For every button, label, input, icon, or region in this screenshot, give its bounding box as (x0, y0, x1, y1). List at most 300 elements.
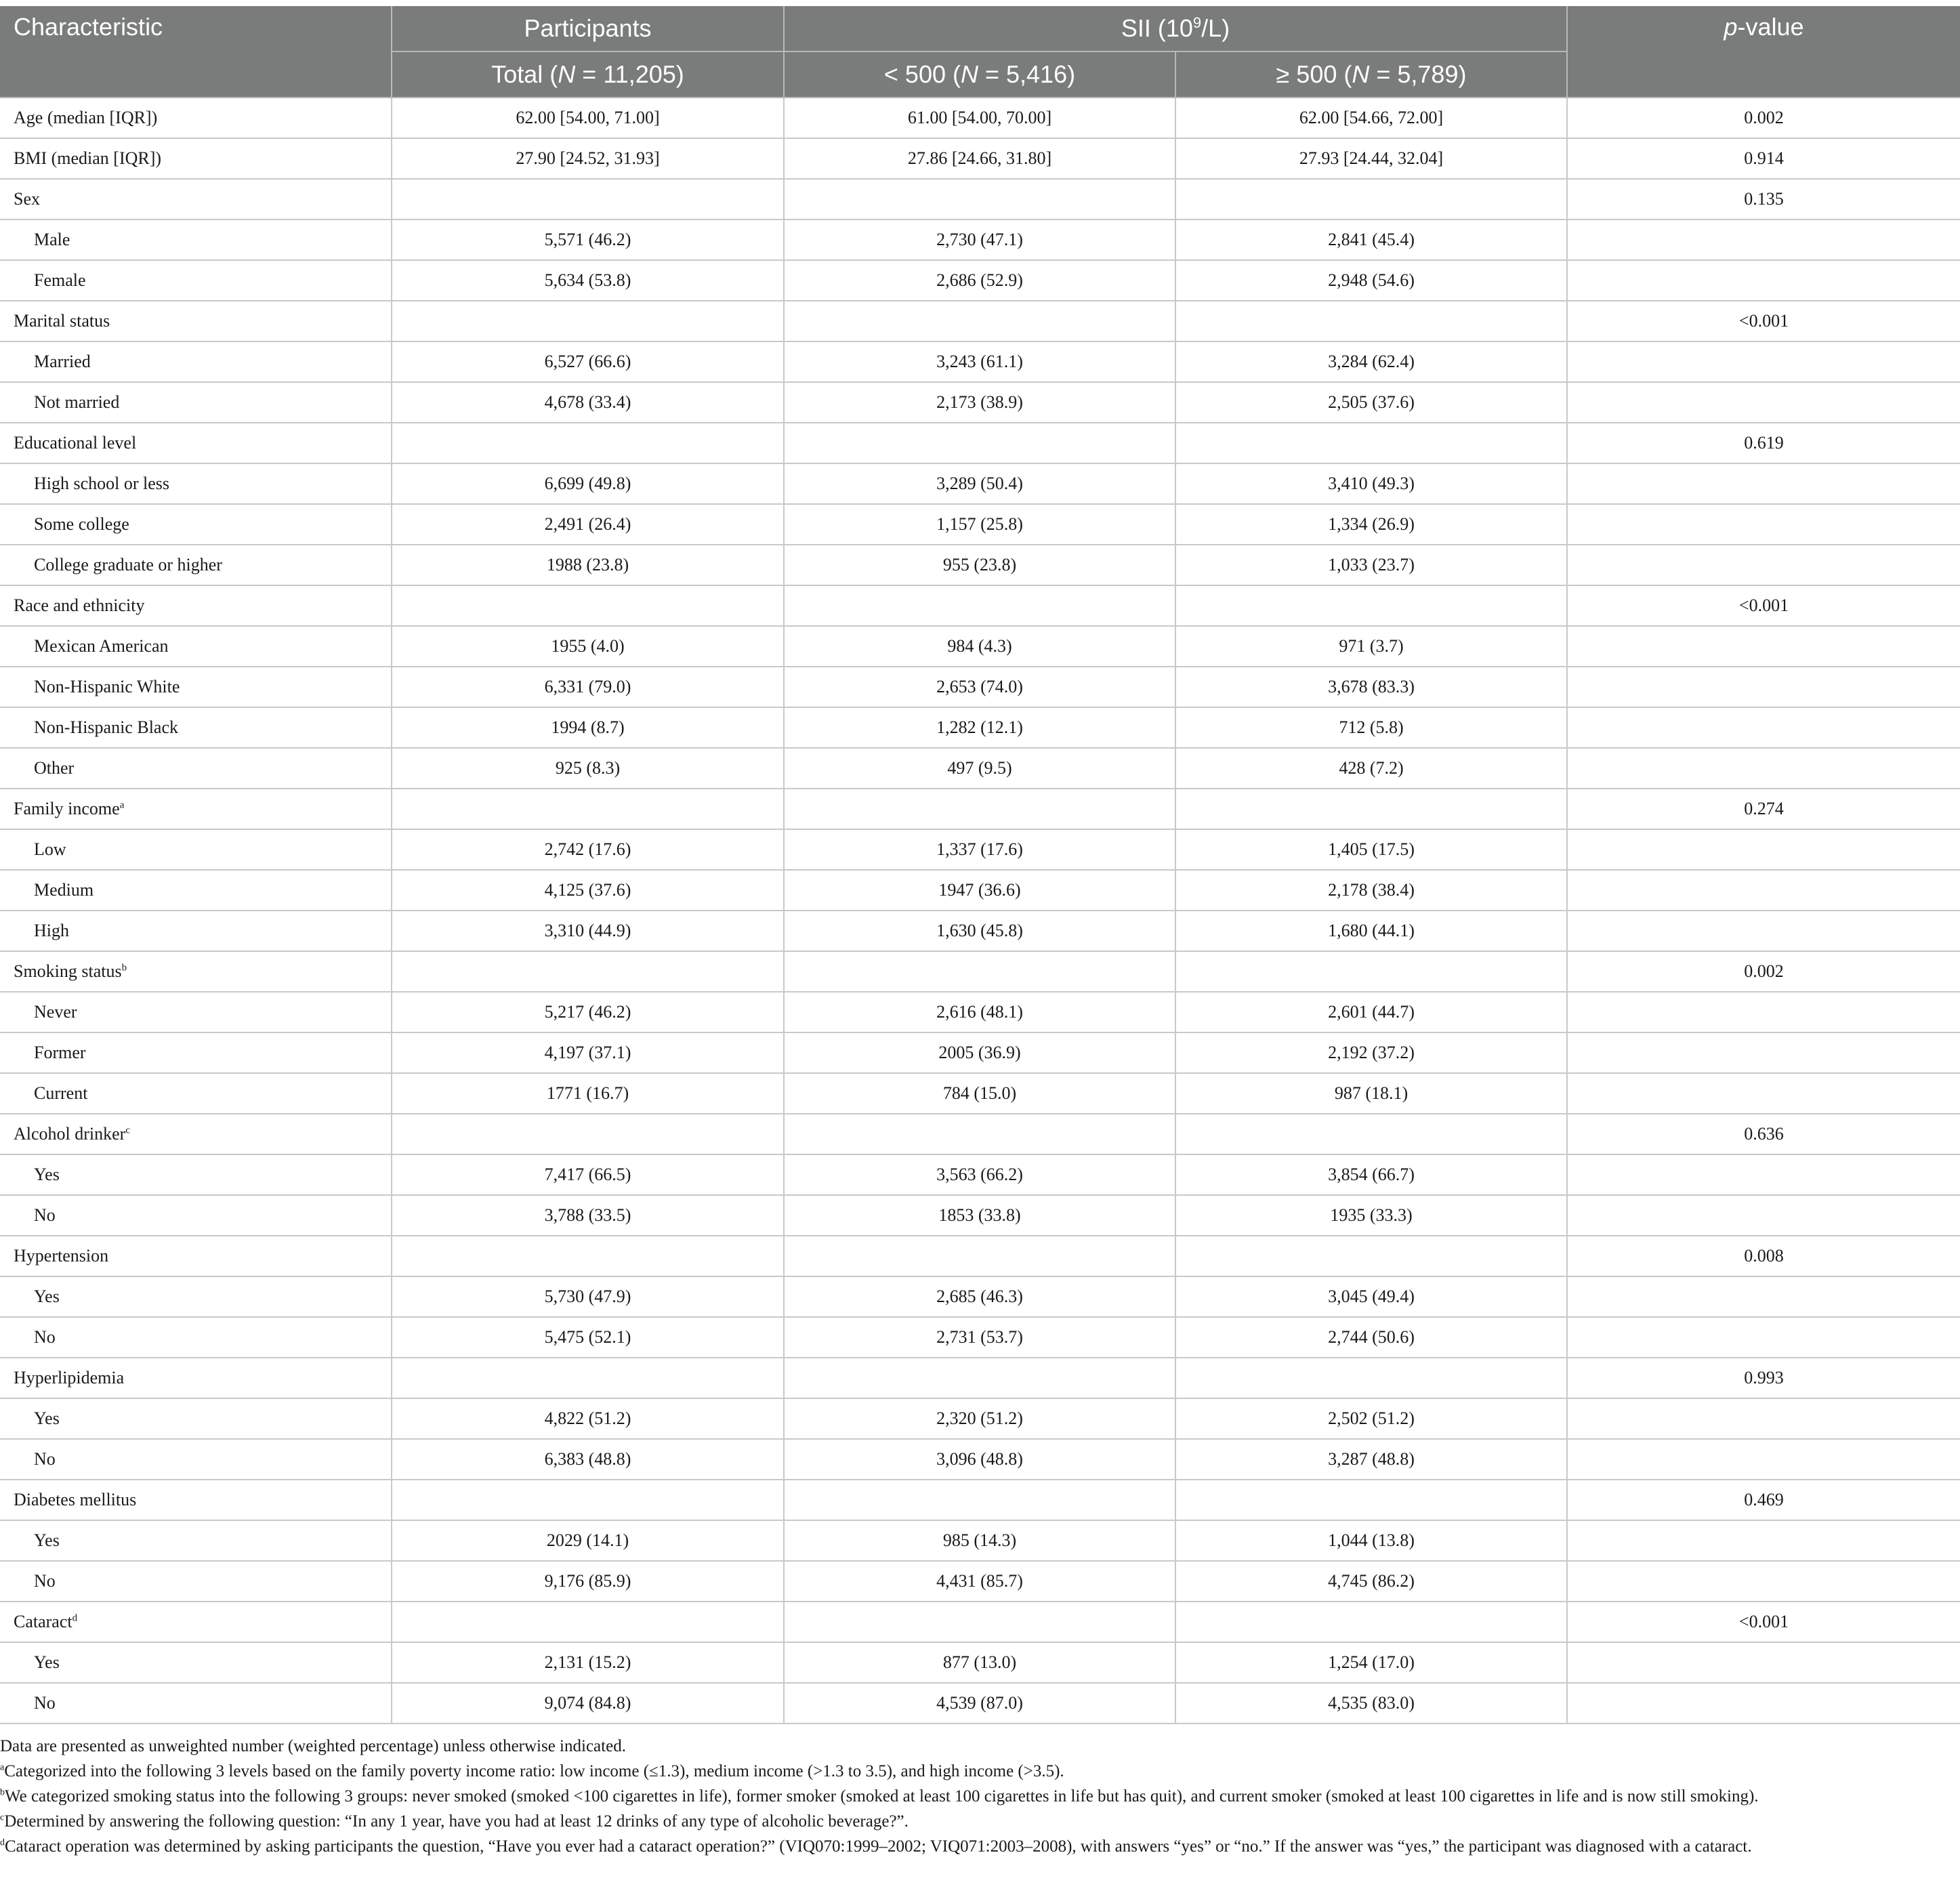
table-row (0, 220, 1960, 260)
p-value-cell (1567, 1683, 1960, 1724)
total-cell: 5,730 (47.9) (392, 1276, 784, 1317)
header-sii-low (784, 51, 1175, 98)
row-label-cell (0, 1520, 392, 1561)
row-label-cell (0, 301, 392, 341)
row-label-cell (0, 98, 392, 138)
sii-high-cell (1175, 423, 1567, 463)
total-cell: 6,331 (79.0) (392, 667, 784, 707)
sii-high-cell: 62.00 [54.66, 72.00] (1175, 98, 1567, 138)
row-label: No (34, 1571, 56, 1591)
p-value-cell (1567, 707, 1960, 748)
footnote (0, 1834, 1960, 1859)
row-label-cell (0, 992, 392, 1032)
row-label: Educational level (14, 433, 137, 453)
table-row (0, 667, 1960, 707)
p-value-cell: 0.002 (1567, 98, 1960, 138)
p-value-cell: 0.135 (1567, 179, 1960, 220)
table-row (0, 1236, 1960, 1276)
sii-low-cell: 784 (15.0) (784, 1073, 1175, 1114)
footnote-text: Categorized into the following 3 levels based on the family poverty income ratio: low income (≤1.3), medium income (>1.3 to 3.5), and high income (>3.5). (4, 1762, 1064, 1780)
header-sii-high (1175, 51, 1567, 98)
sii-low-cell: 1947 (36.6) (784, 870, 1175, 911)
row-label-cell (0, 707, 392, 748)
sii-high-cell (1175, 951, 1567, 992)
row-label: No (34, 1449, 56, 1469)
row-label-cell (0, 1073, 392, 1114)
header-p-value (1567, 6, 1960, 98)
sii-high-cell: 428 (7.2) (1175, 748, 1567, 789)
sii-high-cell: 3,678 (83.3) (1175, 667, 1567, 707)
sii-low-cell (784, 585, 1175, 626)
table-row (0, 1195, 1960, 1236)
table-row (0, 382, 1960, 423)
header-participants-label: Participants (524, 14, 652, 42)
table-row (0, 1358, 1960, 1398)
sii-high-cell (1175, 789, 1567, 829)
row-label-cell (0, 1398, 392, 1439)
sii-low-cell: 3,289 (50.4) (784, 463, 1175, 504)
sii-low-cell: 4,431 (85.7) (784, 1561, 1175, 1602)
sii-high-cell: 2,948 (54.6) (1175, 260, 1567, 301)
row-label-cell (0, 545, 392, 585)
header-participants (392, 6, 784, 51)
sii-low-cell: 497 (9.5) (784, 748, 1175, 789)
table-row (0, 179, 1960, 220)
footnote-text: We categorized smoking status into the following 3 groups: never smoked (smoked <100 cigarettes in life), former smoker (smoked at least 100 cigarettes in life but has quit), and current smoker (smoked at least 100 cigarettes in life and is now still smoking). (5, 1787, 1759, 1805)
row-label: Female (34, 270, 86, 290)
total-cell: 5,571 (46.2) (392, 220, 784, 260)
row-label: Sex (14, 189, 40, 209)
p-value-cell (1567, 1032, 1960, 1073)
sii-high-cell: 2,192 (37.2) (1175, 1032, 1567, 1073)
p-value-cell (1567, 1317, 1960, 1358)
row-label: Male (34, 230, 70, 249)
sii-low-cell: 61.00 [54.00, 70.00] (784, 98, 1175, 138)
header-total-n-symbol: N (558, 60, 576, 88)
table-row (0, 545, 1960, 585)
total-cell: 2029 (14.1) (392, 1520, 784, 1561)
table-row (0, 870, 1960, 911)
footnote-marker: b (0, 1787, 5, 1798)
row-label: Yes (34, 1287, 60, 1306)
sii-high-cell: 4,535 (83.0) (1175, 1683, 1567, 1724)
table-row (0, 1276, 1960, 1317)
total-cell (392, 1236, 784, 1276)
header-low-n: = 5,416) (978, 60, 1076, 88)
table-header (0, 6, 1960, 98)
sii-high-cell: 971 (3.7) (1175, 626, 1567, 667)
p-value-cell (1567, 1561, 1960, 1602)
p-value-cell (1567, 382, 1960, 423)
p-value-cell (1567, 992, 1960, 1032)
table-row (0, 829, 1960, 870)
table-footnotes (0, 1734, 1960, 1859)
sii-high-cell: 987 (18.1) (1175, 1073, 1567, 1114)
row-label: Smoking status (14, 961, 122, 981)
row-label: Other (34, 758, 75, 778)
row-label: Current (34, 1083, 88, 1103)
footnote (0, 1809, 1960, 1834)
row-label-cell (0, 870, 392, 911)
row-label-cell (0, 260, 392, 301)
total-cell: 6,527 (66.6) (392, 341, 784, 382)
table-row (0, 1480, 1960, 1520)
row-label: No (34, 1205, 56, 1225)
sii-low-cell: 1,630 (45.8) (784, 911, 1175, 951)
sii-high-cell (1175, 1602, 1567, 1642)
row-label: Diabetes mellitus (14, 1490, 137, 1509)
total-cell: 1988 (23.8) (392, 545, 784, 585)
sii-low-cell: 2,685 (46.3) (784, 1276, 1175, 1317)
row-label-cell (0, 1236, 392, 1276)
table-row (0, 463, 1960, 504)
sii-high-cell (1175, 1358, 1567, 1398)
sii-low-cell: 2,731 (53.7) (784, 1317, 1175, 1358)
header-sii-suffix: /L) (1201, 14, 1230, 42)
p-value-cell (1567, 504, 1960, 545)
total-cell: 5,475 (52.1) (392, 1317, 784, 1358)
sii-low-cell: 2005 (36.9) (784, 1032, 1175, 1073)
row-label-cell (0, 1683, 392, 1724)
footnote-marker: a (0, 1762, 5, 1773)
sii-low-cell: 2,730 (47.1) (784, 220, 1175, 260)
row-label: No (34, 1693, 56, 1713)
table-container (0, 6, 1960, 1859)
row-label: Non-Hispanic Black (34, 717, 179, 737)
table-row (0, 1114, 1960, 1154)
header-high-n: = 5,789) (1369, 60, 1467, 88)
total-cell (392, 1480, 784, 1520)
p-value-cell (1567, 1642, 1960, 1683)
sii-low-cell: 2,173 (38.9) (784, 382, 1175, 423)
header-total-n: = 11,205) (575, 60, 684, 88)
row-label: High (34, 921, 69, 940)
row-label: Former (34, 1043, 86, 1062)
sii-low-cell (784, 1114, 1175, 1154)
table-body (0, 98, 1960, 1724)
p-value-cell: 0.274 (1567, 789, 1960, 829)
table-row (0, 1602, 1960, 1642)
p-value-cell (1567, 911, 1960, 951)
table-row (0, 992, 1960, 1032)
table-row (0, 341, 1960, 382)
sii-low-cell (784, 1480, 1175, 1520)
sii-low-cell: 2,686 (52.9) (784, 260, 1175, 301)
table-row (0, 1073, 1960, 1114)
total-cell (392, 301, 784, 341)
row-label-cell (0, 341, 392, 382)
sii-low-cell: 3,096 (48.8) (784, 1439, 1175, 1480)
row-label: Age (median [IQR]) (14, 108, 158, 127)
sii-high-cell: 1,033 (23.7) (1175, 545, 1567, 585)
total-cell: 925 (8.3) (392, 748, 784, 789)
sii-low-cell (784, 423, 1175, 463)
row-label-cell (0, 1358, 392, 1398)
sii-high-cell: 2,505 (37.6) (1175, 382, 1567, 423)
row-label-cell (0, 138, 392, 179)
total-cell: 9,176 (85.9) (392, 1561, 784, 1602)
p-value-cell (1567, 667, 1960, 707)
row-label: Some college (34, 514, 129, 534)
footnote (0, 1734, 1960, 1759)
sii-high-cell: 1,680 (44.1) (1175, 911, 1567, 951)
p-value-cell (1567, 626, 1960, 667)
header-high-n-symbol: N (1352, 60, 1370, 88)
sii-low-cell: 877 (13.0) (784, 1642, 1175, 1683)
row-label: Not married (34, 392, 120, 412)
row-label-cell (0, 1561, 392, 1602)
total-cell: 7,417 (66.5) (392, 1154, 784, 1195)
table-row (0, 789, 1960, 829)
row-label: Cataract (14, 1612, 72, 1631)
p-value-cell: 0.008 (1567, 1236, 1960, 1276)
total-cell: 4,678 (33.4) (392, 382, 784, 423)
row-label-cell (0, 789, 392, 829)
total-cell: 9,074 (84.8) (392, 1683, 784, 1724)
table-row (0, 1032, 1960, 1073)
header-p-italic: p (1724, 13, 1738, 41)
table-row (0, 1642, 1960, 1683)
row-label: Married (34, 352, 91, 371)
row-label-cell (0, 1317, 392, 1358)
sii-high-cell (1175, 585, 1567, 626)
total-cell (392, 585, 784, 626)
row-label-cell (0, 1032, 392, 1073)
total-cell: 3,310 (44.9) (392, 911, 784, 951)
sii-high-cell: 3,284 (62.4) (1175, 341, 1567, 382)
sii-low-cell: 4,539 (87.0) (784, 1683, 1175, 1724)
sii-high-cell: 3,410 (49.3) (1175, 463, 1567, 504)
total-cell: 5,634 (53.8) (392, 260, 784, 301)
total-cell: 4,125 (37.6) (392, 870, 784, 911)
characteristics-table (0, 6, 1960, 1724)
p-value-cell: 0.469 (1567, 1480, 1960, 1520)
total-cell: 6,383 (48.8) (392, 1439, 784, 1480)
table-row (0, 951, 1960, 992)
table-row (0, 626, 1960, 667)
sii-low-cell (784, 1358, 1175, 1398)
table-row (0, 1439, 1960, 1480)
sii-low-cell (784, 951, 1175, 992)
row-label: Hyperlipidemia (14, 1368, 125, 1387)
p-value-cell: 0.993 (1567, 1358, 1960, 1398)
table-row (0, 1154, 1960, 1195)
row-label: Alcohol drinker (14, 1124, 126, 1144)
total-cell: 1955 (4.0) (392, 626, 784, 667)
sii-high-cell: 1,254 (17.0) (1175, 1642, 1567, 1683)
p-value-cell: <0.001 (1567, 1602, 1960, 1642)
sii-low-cell: 984 (4.3) (784, 626, 1175, 667)
p-value-cell: 0.619 (1567, 423, 1960, 463)
p-value-cell (1567, 748, 1960, 789)
header-low-prefix: < 500 ( (883, 60, 961, 88)
row-label: Never (34, 1002, 77, 1022)
header-characteristic-label: Characteristic (14, 13, 163, 41)
sii-low-cell: 2,320 (51.2) (784, 1398, 1175, 1439)
total-cell (392, 789, 784, 829)
p-value-cell (1567, 1195, 1960, 1236)
header-low-n-symbol: N (960, 60, 978, 88)
row-label: Low (34, 839, 66, 859)
row-label: Yes (34, 1165, 60, 1184)
table-row (0, 585, 1960, 626)
header-high-prefix: ≥ 500 ( (1276, 60, 1352, 88)
header-p-rest: -value (1737, 13, 1804, 41)
p-value-cell: <0.001 (1567, 585, 1960, 626)
row-label-cell (0, 1276, 392, 1317)
p-value-cell (1567, 1439, 1960, 1480)
sii-high-cell: 1,044 (13.8) (1175, 1520, 1567, 1561)
row-label-cell (0, 1602, 392, 1642)
row-label-cell (0, 504, 392, 545)
table-row (0, 1317, 1960, 1358)
total-cell: 2,491 (26.4) (392, 504, 784, 545)
row-label-cell (0, 179, 392, 220)
p-value-cell (1567, 1154, 1960, 1195)
p-value-cell (1567, 1276, 1960, 1317)
table-row (0, 911, 1960, 951)
row-label: Yes (34, 1652, 60, 1672)
p-value-cell (1567, 220, 1960, 260)
p-value-cell (1567, 545, 1960, 585)
footnote-marker: d (72, 1612, 78, 1624)
sii-low-cell (784, 301, 1175, 341)
sii-high-cell: 27.93 [24.44, 32.04] (1175, 138, 1567, 179)
p-value-cell: 0.914 (1567, 138, 1960, 179)
total-cell (392, 1602, 784, 1642)
sii-low-cell: 1,337 (17.6) (784, 829, 1175, 870)
total-cell (392, 179, 784, 220)
sii-low-cell: 1,282 (12.1) (784, 707, 1175, 748)
row-label-cell (0, 1439, 392, 1480)
sii-high-cell: 2,744 (50.6) (1175, 1317, 1567, 1358)
table-row (0, 98, 1960, 138)
row-label: College graduate or higher (34, 555, 222, 575)
sii-high-cell (1175, 1236, 1567, 1276)
p-value-cell (1567, 341, 1960, 382)
header-sii-exponent: 9 (1192, 14, 1202, 31)
row-label-cell (0, 423, 392, 463)
row-label-cell (0, 748, 392, 789)
row-label-cell (0, 626, 392, 667)
table-row (0, 1683, 1960, 1724)
total-cell (392, 951, 784, 992)
row-label-cell (0, 911, 392, 951)
p-value-cell (1567, 1520, 1960, 1561)
total-cell: 1994 (8.7) (392, 707, 784, 748)
footnote-marker: c (0, 1812, 5, 1823)
header-sii-prefix: SII (10 (1121, 14, 1193, 42)
table-row (0, 138, 1960, 179)
table-row (0, 707, 1960, 748)
row-label: Hypertension (14, 1246, 109, 1266)
footnote-marker: b (121, 962, 127, 974)
p-value-cell (1567, 1073, 1960, 1114)
footnote-text: Cataract operation was determined by asking participants the question, “Have you ever had a cataract operation?” (VIQ070:1999–2002; VIQ071:2003–2008), with answers “yes” or “no.” If the answer was “yes,” the participant was diagnosed with a cataract. (5, 1837, 1752, 1856)
table-row (0, 1561, 1960, 1602)
table-row (0, 748, 1960, 789)
sii-high-cell: 3,045 (49.4) (1175, 1276, 1567, 1317)
row-label-cell (0, 1480, 392, 1520)
total-cell (392, 1114, 784, 1154)
sii-low-cell: 3,563 (66.2) (784, 1154, 1175, 1195)
sii-low-cell: 1853 (33.8) (784, 1195, 1175, 1236)
sii-high-cell: 2,502 (51.2) (1175, 1398, 1567, 1439)
table-row (0, 1398, 1960, 1439)
table-row (0, 260, 1960, 301)
row-label: Race and ethnicity (14, 596, 145, 615)
row-label: Non-Hispanic White (34, 677, 180, 696)
sii-high-cell (1175, 179, 1567, 220)
row-label: Medium (34, 880, 94, 900)
row-label-cell (0, 1195, 392, 1236)
row-label: Mexican American (34, 636, 169, 656)
sii-high-cell: 3,287 (48.8) (1175, 1439, 1567, 1480)
sii-high-cell: 1,334 (26.9) (1175, 504, 1567, 545)
header-total-prefix: Total ( (491, 60, 558, 88)
p-value-cell (1567, 870, 1960, 911)
footnote-text: Determined by answering the following question: “In any 1 year, have you had at least 12 drinks of any type of alcoholic beverage?”. (4, 1812, 909, 1831)
total-cell: 5,217 (46.2) (392, 992, 784, 1032)
header-sii (784, 6, 1567, 51)
row-label-cell (0, 382, 392, 423)
total-cell: 6,699 (49.8) (392, 463, 784, 504)
sii-high-cell: 1935 (33.3) (1175, 1195, 1567, 1236)
p-value-cell (1567, 463, 1960, 504)
row-label: High school or less (34, 474, 170, 493)
total-cell (392, 423, 784, 463)
row-label: Family income (14, 799, 120, 818)
footnote (0, 1784, 1960, 1809)
p-value-cell (1567, 1398, 1960, 1439)
table-row (0, 423, 1960, 463)
sii-low-cell: 2,616 (48.1) (784, 992, 1175, 1032)
row-label: Marital status (14, 311, 110, 331)
sii-low-cell (784, 1236, 1175, 1276)
row-label: Yes (34, 1530, 60, 1550)
sii-low-cell: 985 (14.3) (784, 1520, 1175, 1561)
sii-low-cell: 955 (23.8) (784, 545, 1175, 585)
sii-low-cell: 3,243 (61.1) (784, 341, 1175, 382)
sii-low-cell: 27.86 [24.66, 31.80] (784, 138, 1175, 179)
sii-low-cell (784, 1602, 1175, 1642)
total-cell: 27.90 [24.52, 31.93] (392, 138, 784, 179)
p-value-cell: 0.002 (1567, 951, 1960, 992)
sii-high-cell: 4,745 (86.2) (1175, 1561, 1567, 1602)
footnote-text: Data are presented as unweighted number (weighted percentage) unless otherwise indicated. (0, 1737, 626, 1755)
table-row (0, 504, 1960, 545)
footnote-marker: c (125, 1125, 131, 1136)
total-cell: 2,131 (15.2) (392, 1642, 784, 1683)
total-cell: 62.00 [54.00, 71.00] (392, 98, 784, 138)
footnote-marker: d (0, 1837, 5, 1848)
sii-high-cell: 2,601 (44.7) (1175, 992, 1567, 1032)
sii-high-cell: 2,178 (38.4) (1175, 870, 1567, 911)
sii-low-cell (784, 789, 1175, 829)
sii-high-cell: 1,405 (17.5) (1175, 829, 1567, 870)
sii-high-cell: 2,841 (45.4) (1175, 220, 1567, 260)
total-cell: 4,197 (37.1) (392, 1032, 784, 1073)
p-value-cell: <0.001 (1567, 301, 1960, 341)
total-cell: 1771 (16.7) (392, 1073, 784, 1114)
footnote (0, 1759, 1960, 1784)
total-cell (392, 1358, 784, 1398)
row-label-cell (0, 220, 392, 260)
total-cell: 4,822 (51.2) (392, 1398, 784, 1439)
p-value-cell: 0.636 (1567, 1114, 1960, 1154)
row-label-cell (0, 1114, 392, 1154)
sii-low-cell: 2,653 (74.0) (784, 667, 1175, 707)
